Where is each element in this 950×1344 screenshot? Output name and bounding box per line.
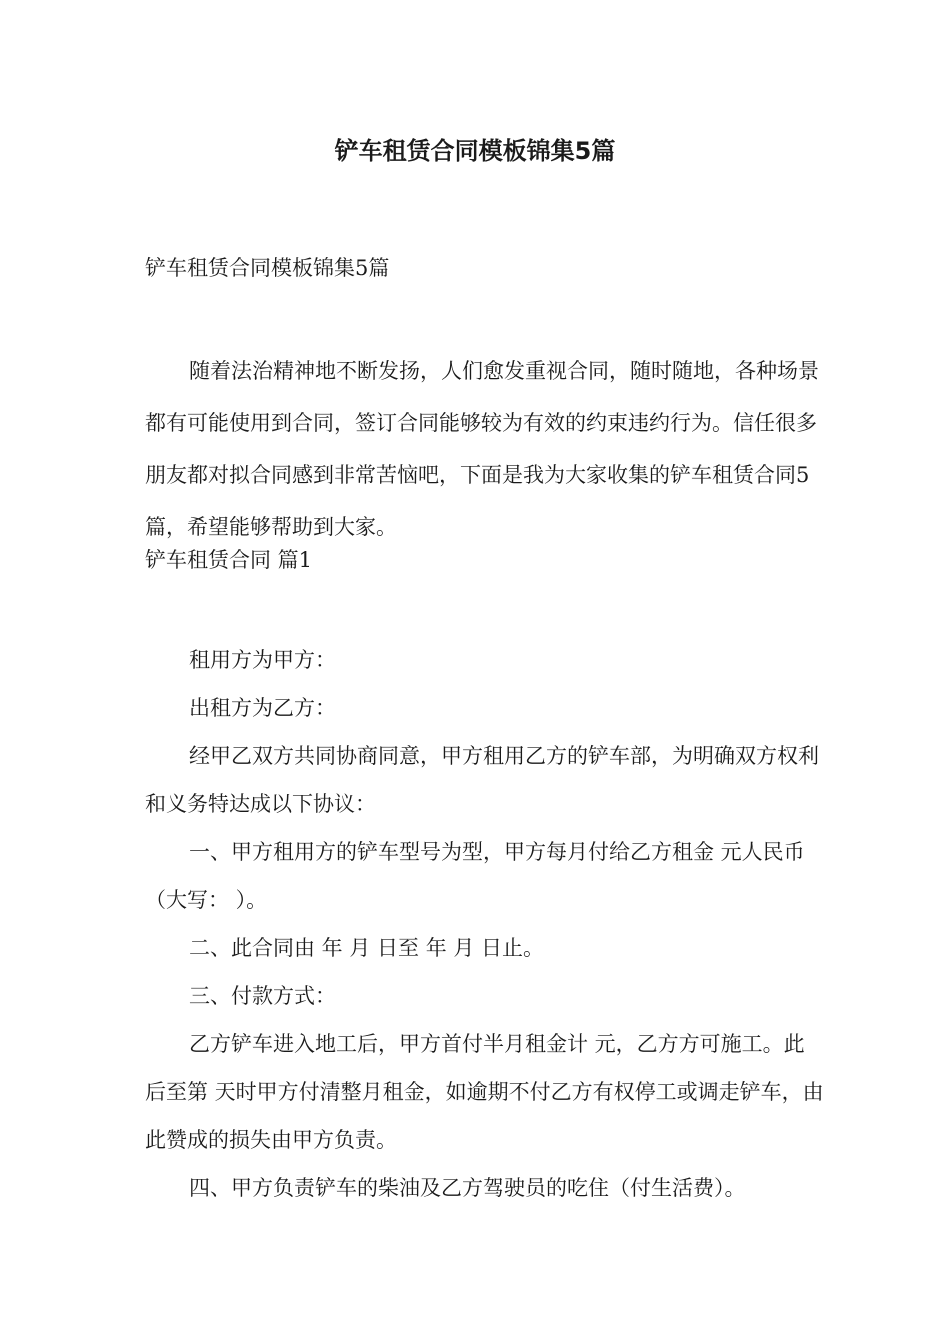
section-heading: 铲车租赁合同 篇1: [145, 548, 313, 572]
clause-three-payment: 三、付款方式：: [189, 984, 336, 1008]
clause-lessor: 出租方为乙方：: [189, 696, 336, 720]
clause-four-fuel: 四、甲方负责铲车的柴油及乙方驾驶员的吃住（付生活费）。: [189, 1176, 746, 1200]
clause-agreement: 经甲乙双方共同协商同意，甲方租用乙方的铲车部，为明确双方权利和义务特达成以下协议：: [145, 744, 819, 816]
intro-paragraph: 随着法治精神地不断发扬，人们愈发重视合同，随时随地，各种场景都有可能使用到合同，签订合同能够较为有效的约束违约行为。信任很多朋友都对拟合同感到非常苦恼吧，下面是我为大家收集的铲车租赁合同5篇，希望能够帮助到大家。: [145, 359, 819, 539]
clause-one-rent: 一、甲方租用方的铲车型号为型，甲方每月付给乙方租金 元人民币（大写： ）。: [145, 840, 805, 912]
document-title: 铲车租赁合同模板锦集5篇: [334, 137, 616, 165]
clause-two-term: 二、此合同由 年 月 日至 年 月 日止。: [189, 936, 545, 960]
contract-clauses: [145, 636, 825, 1212]
document-subtitle: 铲车租赁合同模板锦集5篇: [145, 256, 390, 280]
clause-lessee: 租用方为甲方：: [189, 648, 336, 672]
clause-payment-details: 乙方铲车进入地工后，甲方首付半月租金计 元，乙方方可施工。此后至第 天时甲方付清整月租金，如逾期不付乙方有权停工或调走铲车，由此赞成的损失由甲方负责。: [145, 1032, 824, 1152]
